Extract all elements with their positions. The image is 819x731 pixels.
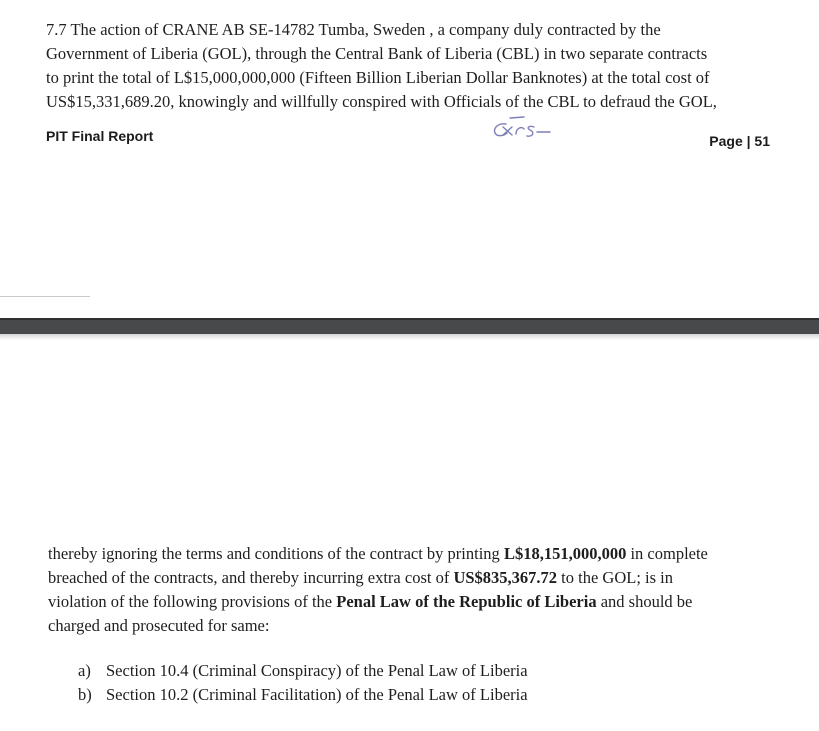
paragraph-line: Government of Liberia (GOL), through the Central Bank of Liberia (CBL) in two separate contracts [46,44,708,63]
paragraph-line [48,566,776,590]
paragraph-line: 7.7 The action of CRANE AB SE-14782 Tumba, Sweden , a company duly contracted by the [46,20,661,39]
list-item [78,659,528,683]
text-run: thereby ignoring the terms and conditions of the contract by printing [48,544,504,563]
page-separator [0,318,819,334]
paragraph-line [48,590,776,614]
signature-initials-icon [490,114,570,146]
provisions-list [78,659,528,707]
page-number: Page | 51 [709,133,770,149]
paragraph-line: US$15,331,689.20, knowingly and willfully conspired with Officials of the CBL to defraud the GOL, [46,92,717,111]
paragraph-line [48,542,776,566]
list-item-text: Section 10.2 (Criminal Facilitation) of the Penal Law of Liberia [106,685,528,704]
text-run: in complete [626,544,708,563]
bold-amount: US$835,367.72 [453,568,558,587]
bold-law-name: Penal Law of the Republic of Liberia [336,592,597,611]
text-run: violation of the following provisions of the [48,592,337,611]
footer-report-label: PIT Final Report [46,128,154,144]
text-run: breached of the contracts, and thereby incurring extra cost of [48,568,454,587]
text-run: and should be [596,592,693,611]
paragraph-line: charged and prosecuted for same: [48,616,270,635]
list-marker: a) [78,661,91,680]
text-run: to the GOL; is in [557,568,673,587]
paragraph-line: to print the total of L$15,000,000,000 (Fifteen Billion Liberian Dollar Banknotes) at the total cost of [46,68,710,87]
page-separator-shadow [0,334,819,340]
bold-amount: L$18,151,000,000 [503,544,627,563]
list-item-text: Section 10.4 (Criminal Conspiracy) of the Penal Law of Liberia [106,661,528,680]
page-edge-line [0,296,90,297]
paragraph-continued [48,542,776,638]
list-item [78,683,528,707]
list-marker: b) [78,685,92,704]
paragraph-7-7 [46,18,772,114]
